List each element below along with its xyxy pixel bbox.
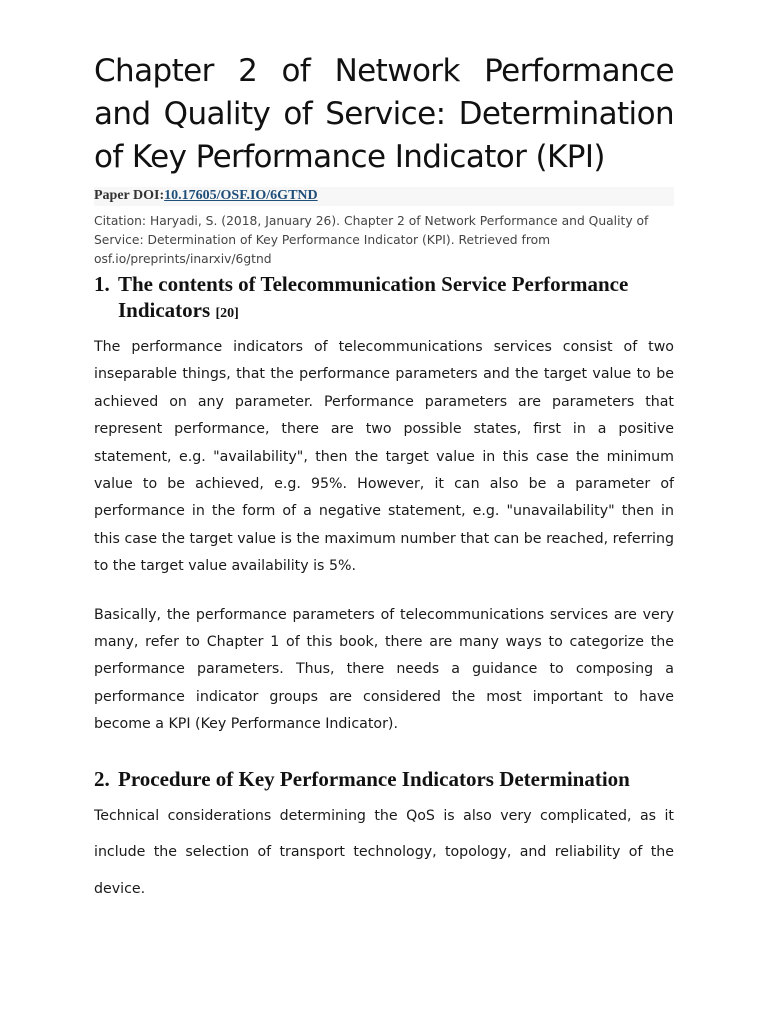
section-1-paragraph-2: Basically, the performance parameters of telecommunications services are very many, refer to Chapter 1 of this book, there are many ways to categorize the performance parameters. Thus, there needs a guidance to composing a performance indicator groups are considered the most important to have become a KPI (Key Performance Indicator).: [94, 606, 674, 733]
section-1-reference[interactable]: [20]: [215, 306, 239, 321]
section-2-title: Procedure of Key Performance Indicators Determination: [118, 766, 630, 791]
doi-line: [94, 187, 674, 206]
doi-label: Paper DOI:: [94, 188, 165, 203]
section-2-heading: [94, 766, 674, 792]
section-1-heading: [94, 271, 674, 327]
section-1-title: The contents of Telecommunication Service Performance Indicators: [118, 272, 629, 322]
document-title: Chapter 2 of Network Performance and Quality of Service: Determination of Key Performance Indicator (KPI): [94, 53, 674, 175]
citation-text: Citation: Haryadi, S. (2018, January 26). Chapter 2 of Network Performance and Quality of Service: Determination of Key Performance Indicator (KPI). Retrieved from osf.io/preprints/inarxiv/6gtnd: [94, 214, 649, 266]
section-1-number: 1.: [94, 272, 110, 296]
section-2-paragraph-1: Technical considerations determining the QoS is also very complicated, as it include the selection of transport technology, topology, and reliability of the device.: [94, 807, 674, 897]
section-1-paragraph-1: The performance indicators of telecommunications services consist of two inseparable things, that the performance parameters and the target value to be achieved on any parameter. Performance parameters are parameters that represent performance, there are two possible states, first in a positive statement, e.g. "availability", then the target value in this case the minimum value to be achieved, e.g. 95%. However, it can also be a parameter of performance in the form of a negative statement, e.g. "unavailability" then in this case the target value is the maximum number that can be reached, referring to the target value availability is 5%.: [94, 339, 674, 575]
section-2-number: 2.: [94, 766, 110, 791]
document-page: [94, 50, 674, 907]
doi-link[interactable]: 10.17605/OSF.IO/6GTND: [164, 188, 318, 203]
